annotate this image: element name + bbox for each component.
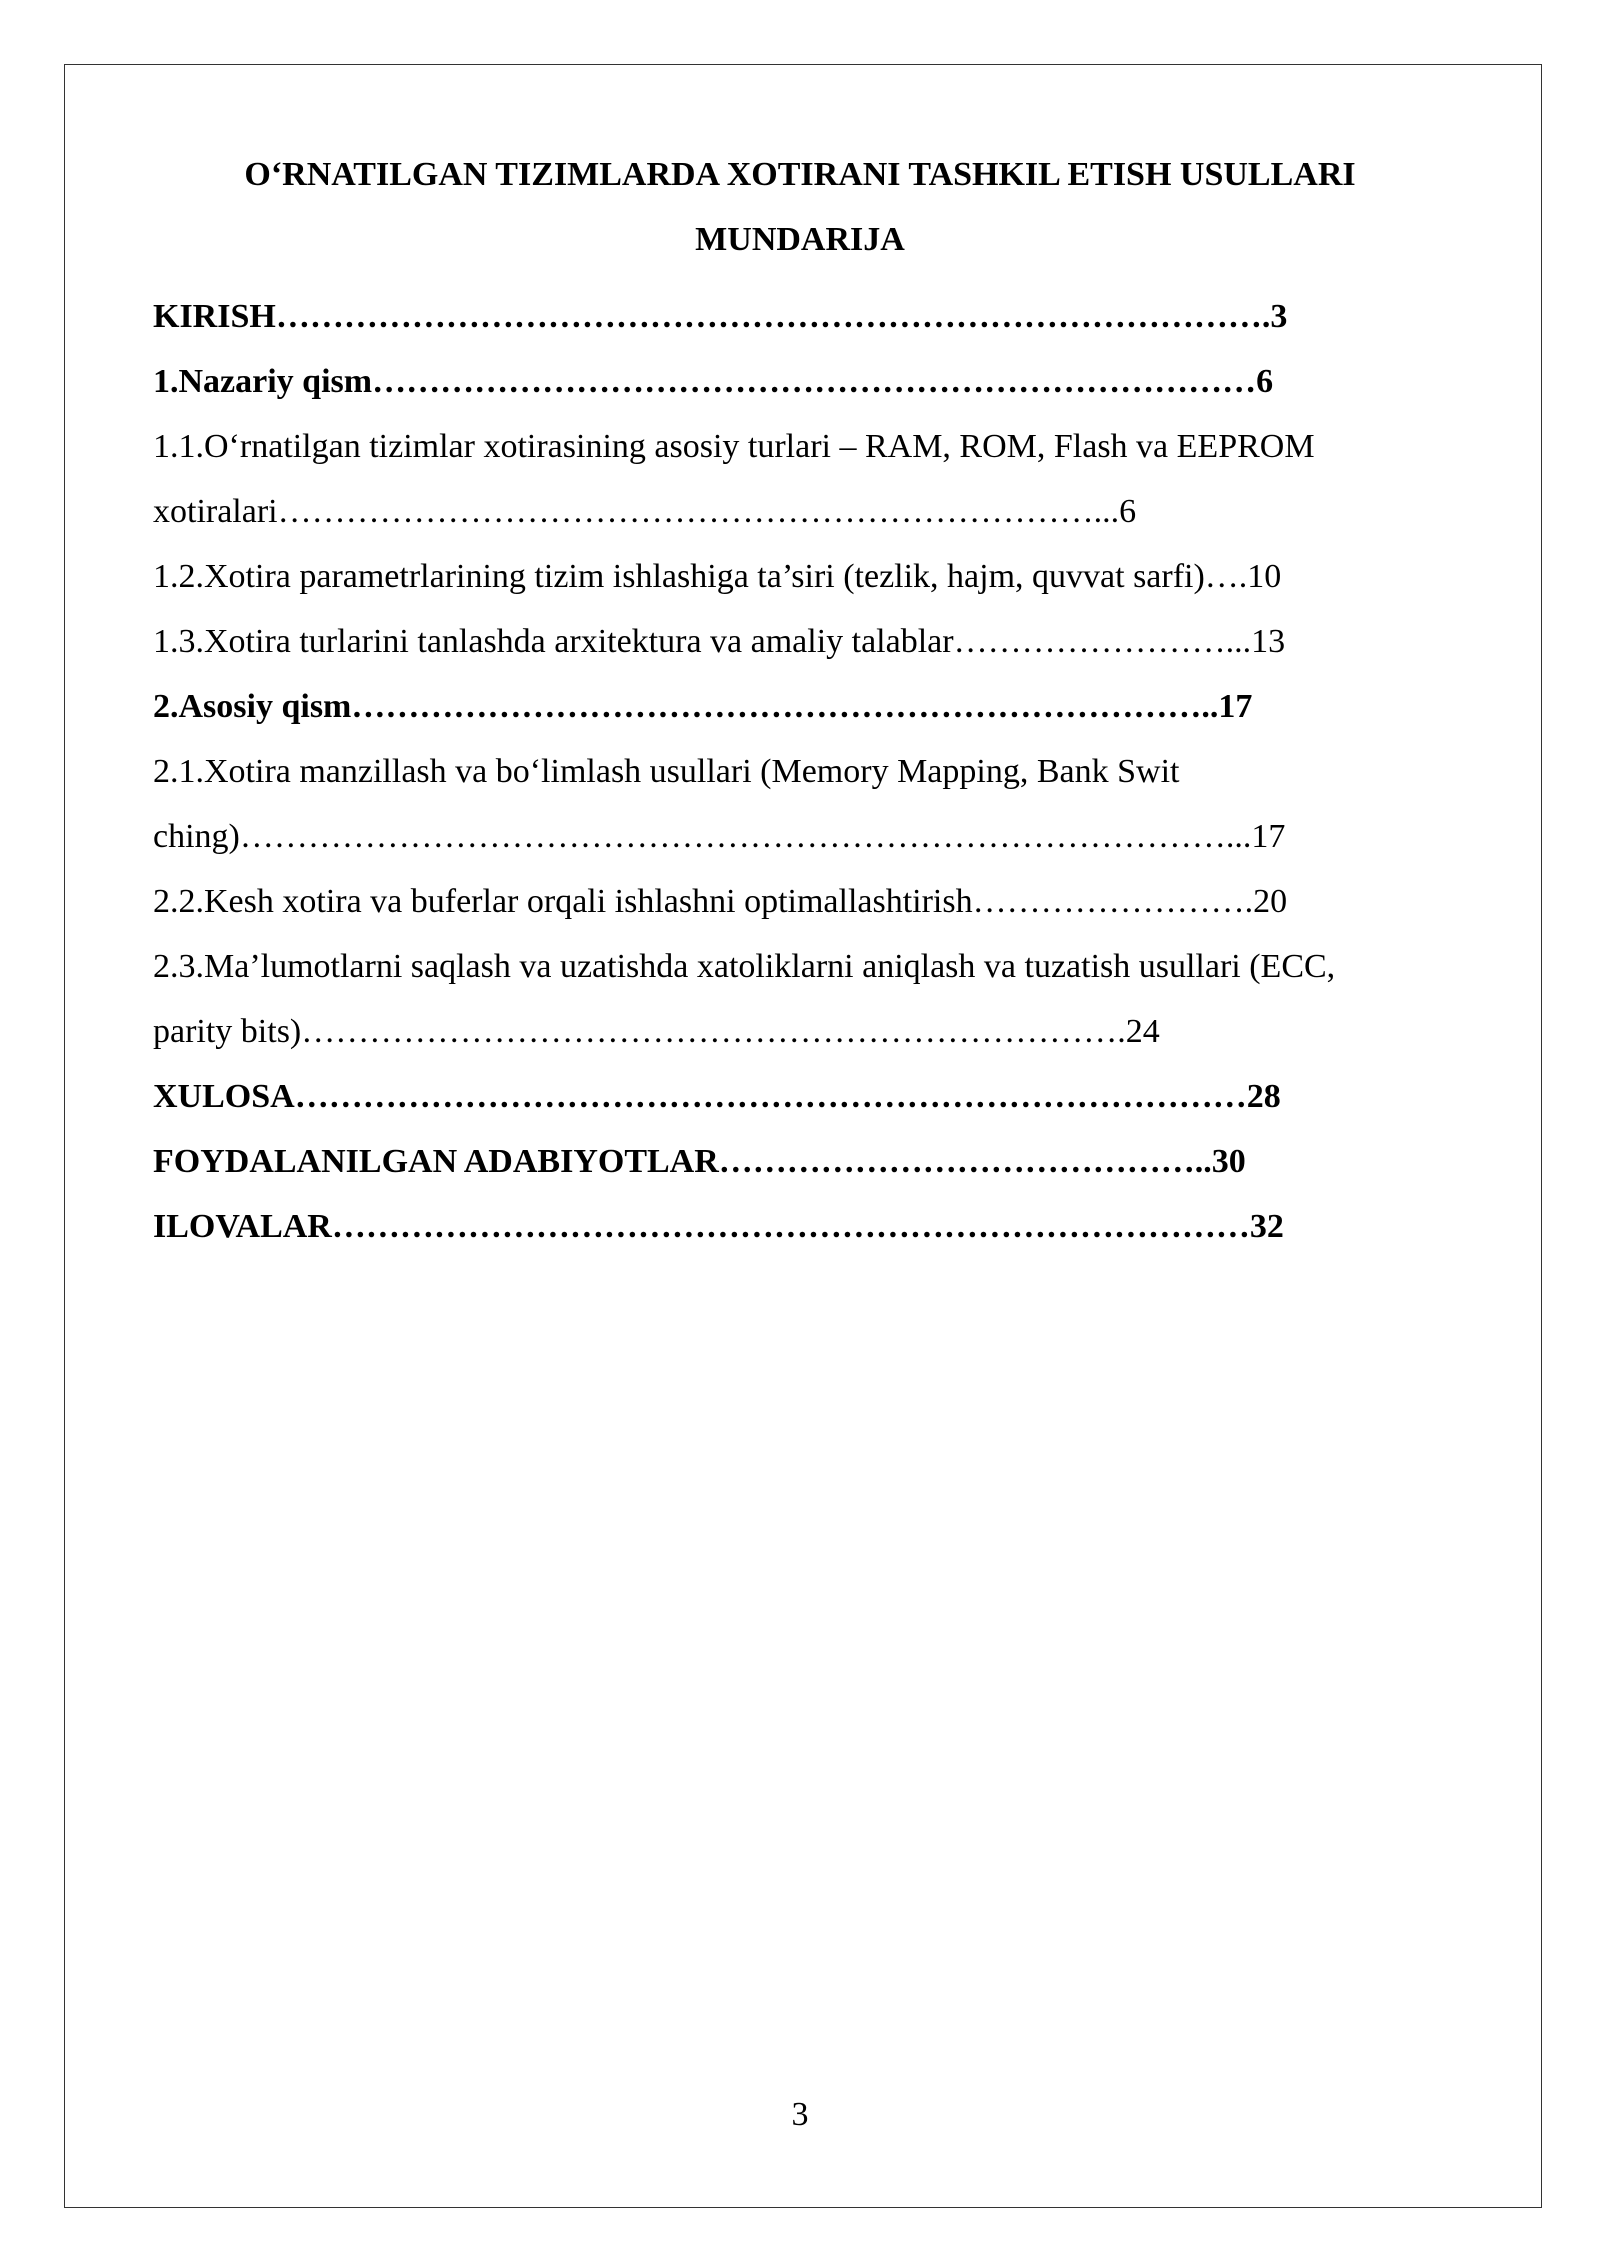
page-number: 3 [791, 2096, 809, 2133]
table-of-contents [153, 284, 1473, 1259]
toc-line: xotiralari………………………………………………………………...6 [153, 493, 1137, 530]
toc-line: XULOSA…………………………………………………………………………28 [153, 1078, 1281, 1115]
toc-line: KIRISH…………………………………………………………………………….3 [153, 298, 1288, 335]
toc-line: FOYDALANILGAN ADABIYOTLAR……………………………………..30 [153, 1143, 1246, 1180]
toc-line: 2.Asosiy qism…………………………………………………………………..17 [153, 688, 1253, 725]
toc-line: 2.1.Xotira manzillash va bo‘limlash usullari (Memory Mapping, Bank Swit [153, 753, 1180, 790]
toc-line: 1.3.Xotira turlarini tanlashda arxitektura va amaliy talablar……………………...13 [153, 623, 1286, 660]
toc-line: ILOVALAR………………………………………………………………………32 [153, 1208, 1284, 1245]
toc-line: 1.Nazariy qism……………………………………………………………………6 [153, 363, 1274, 400]
toc-line: ching)……………………………………………………………………………...17 [153, 818, 1286, 855]
toc-line: 1.2.Xotira parametrlarining tizim ishlashiga ta’siri (tezlik, hajm, quvvat sarfi)….10 [153, 558, 1282, 595]
toc-line: 2.3.Ma’lumotlarni saqlash va uzatishda xatoliklarni aniqlash va tuzatish usullari (ECC, [153, 948, 1336, 985]
toc-line: 1.1.O‘rnatilgan tizimlar xotirasining asosiy turlari – RAM, ROM, Flash va EEPROM [153, 428, 1315, 465]
toc-line: 2.2.Kesh xotira va buferlar orqali ishlashni optimallashtirish…………………….20 [153, 883, 1288, 920]
toc-heading: MUNDARIJA [695, 221, 905, 258]
toc-line: parity bits)……………………………………………………………….24 [153, 1013, 1160, 1050]
document-title: O‘RNATILGAN TIZIMLARDA XOTIRANI TASHKIL ETISH USULLARI [244, 156, 1356, 193]
